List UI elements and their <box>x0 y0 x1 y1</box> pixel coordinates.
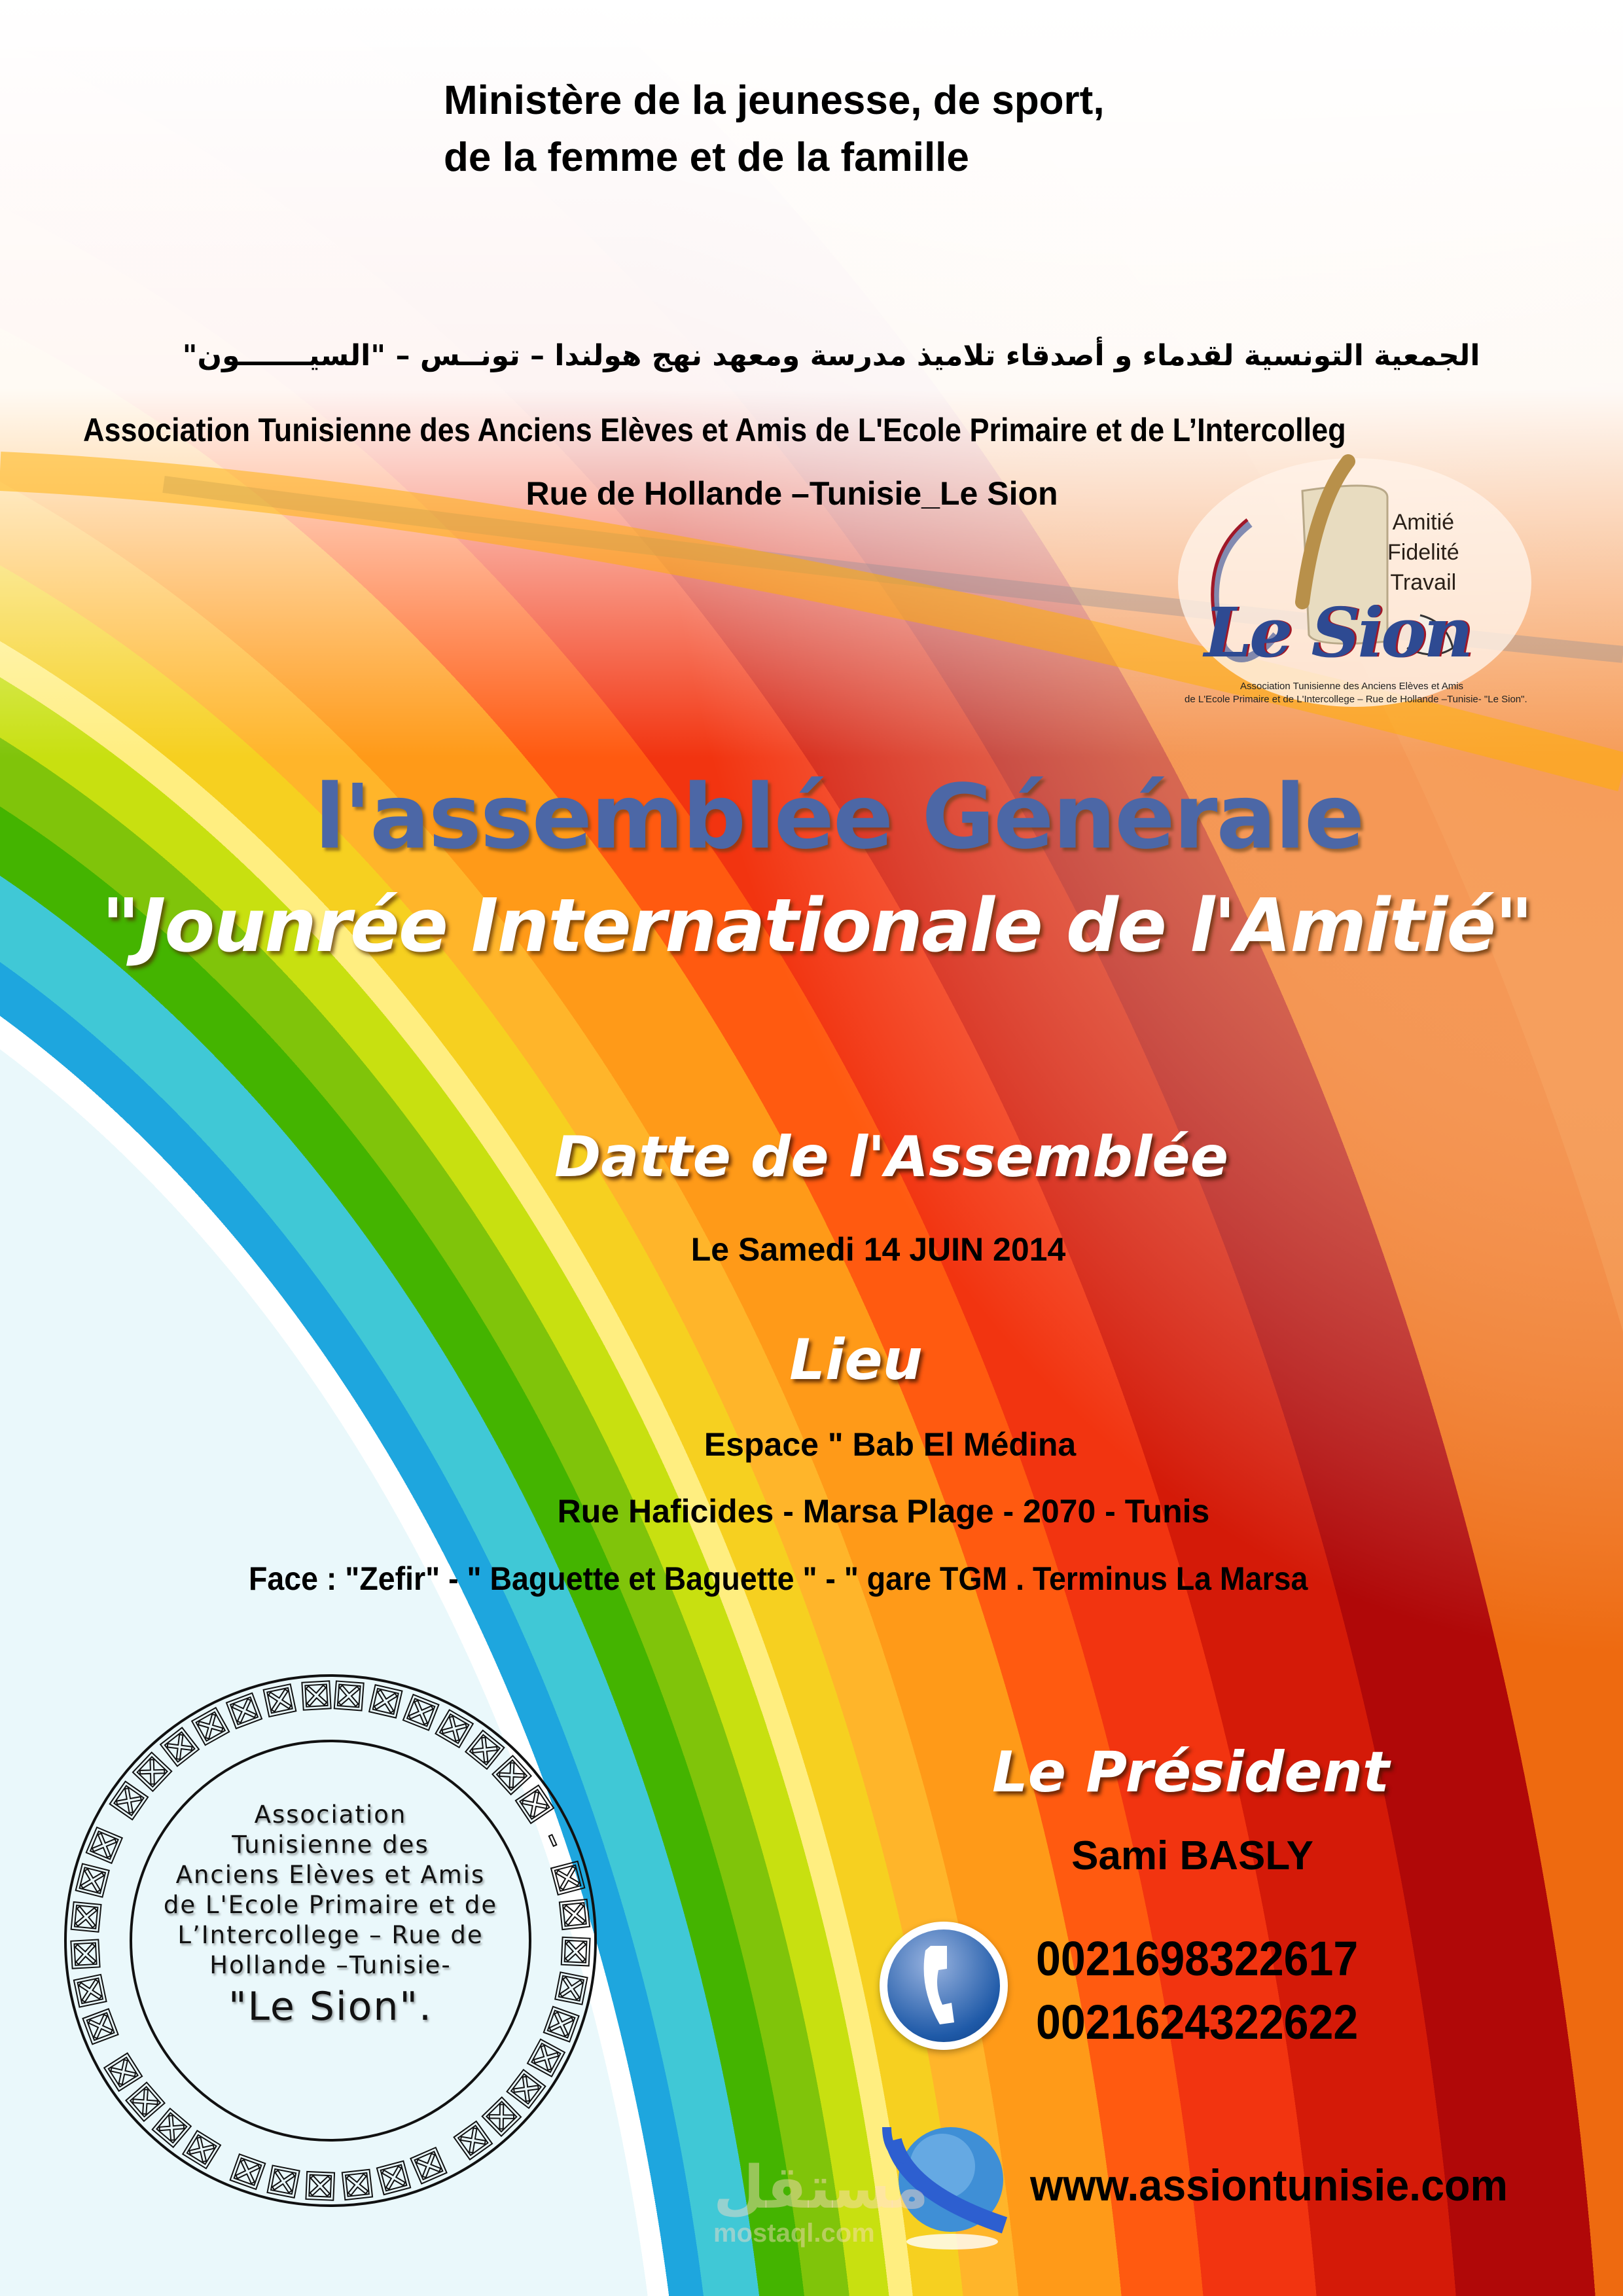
website-link[interactable]: www.assiontunisie.com <box>1030 2161 1508 2210</box>
place-address: Rue Haficides - Marsa Plage - 2070 - Tunis <box>557 1493 1210 1530</box>
stamp-line: L’Intercollege – Rue de <box>177 1921 484 1949</box>
phone-number-1: 0021698322617 <box>1036 1931 1359 1986</box>
phone-icon <box>880 1922 1008 2050</box>
stamp-line: Tunisienne des <box>232 1831 429 1859</box>
logo-caption-line-1: Association Tunisienne des Anciens Elèves et Amis <box>1240 681 1464 692</box>
logo-motto-amitie: Amitié <box>1392 510 1455 535</box>
association-address: Rue de Hollande –Tunisie_Le Sion <box>526 475 1058 512</box>
place-name: Espace " Bab El Médina <box>704 1426 1077 1463</box>
mostaql-watermark-arabic: مستقل <box>713 2153 929 2222</box>
event-title: l'assemblée Générale <box>314 766 1364 869</box>
stamp-line: Hollande –Tunisie- <box>209 1951 452 1979</box>
date-heading: Datte de l'Assemblée <box>554 1124 1229 1190</box>
event-date: Le Samedi 14 JUIN 2014 <box>690 1231 1066 1268</box>
le-sion-logo <box>1171 452 1538 720</box>
place-heading: Lieu <box>789 1327 923 1393</box>
stamp-line: Association <box>254 1801 407 1829</box>
association-stamp <box>59 1669 602 2212</box>
stamp-line: de L'Ecole Primaire et de <box>163 1891 498 1919</box>
logo-caption-line-2: de L'Ecole Primaire et de L'Intercollege – Rue de Hollande –Tunisie- "Le Sion". <box>1185 694 1527 705</box>
logo-motto-fidelite: Fidelité <box>1387 540 1459 565</box>
stamp-line: Anciens Elèves et Amis <box>175 1861 486 1889</box>
logo-brand: Le Sion <box>1204 592 1471 673</box>
arabic-association-name: الجمعية التونسية لقدماء و أصدقاء تلاميذ مدرسة ومعهد نهج هولندا – تونــس – "السيـــــــون" <box>182 339 1480 372</box>
logo-graphic <box>1171 452 1538 720</box>
president-heading: Le Président <box>992 1740 1390 1805</box>
event-subtitle: "Jounrée Internationale de l'Amitié" <box>101 884 1532 969</box>
logo-motto-travail: Travail <box>1390 570 1457 595</box>
phone-number-2: 0021624322622 <box>1036 1995 1359 2049</box>
president-name: Sami BASLY <box>1071 1833 1313 1878</box>
svg-text:⊠⊠⊠⊠⊠⊠⊠ - ⊠⊠⊠⊠⊠⊠⊠⊠⊠ ⊠⊠⊠⊠⊠⊠ ⊠⊠⊠: ⊠⊠⊠⊠⊠⊠⊠ - ⊠⊠⊠⊠⊠⊠⊠⊠⊠ ⊠⊠⊠⊠⊠⊠ ⊠⊠⊠⊠ ⊠⊠⊠⊠⊠⊠ ⊠⊠⊠⊠⊠⊠⊠ <box>60 1670 601 2212</box>
mostaql-watermark-latin: mostaql.com <box>713 2219 875 2248</box>
stamp-name: "Le Sion". <box>228 1984 433 2030</box>
place-landmarks: Face : "Zefir" - " Baguette et Baguette " - " gare TGM . Terminus La Marsa <box>249 1560 1308 1597</box>
ministry-line-1: Ministère de la jeunesse, de sport, <box>444 78 1105 123</box>
ministry-line-2: de la femme et de la famille <box>444 135 969 180</box>
association-name: Association Tunisienne des Anciens Elèves et Amis de L'Ecole Primaire et de L’Intercolleg <box>83 412 1346 448</box>
